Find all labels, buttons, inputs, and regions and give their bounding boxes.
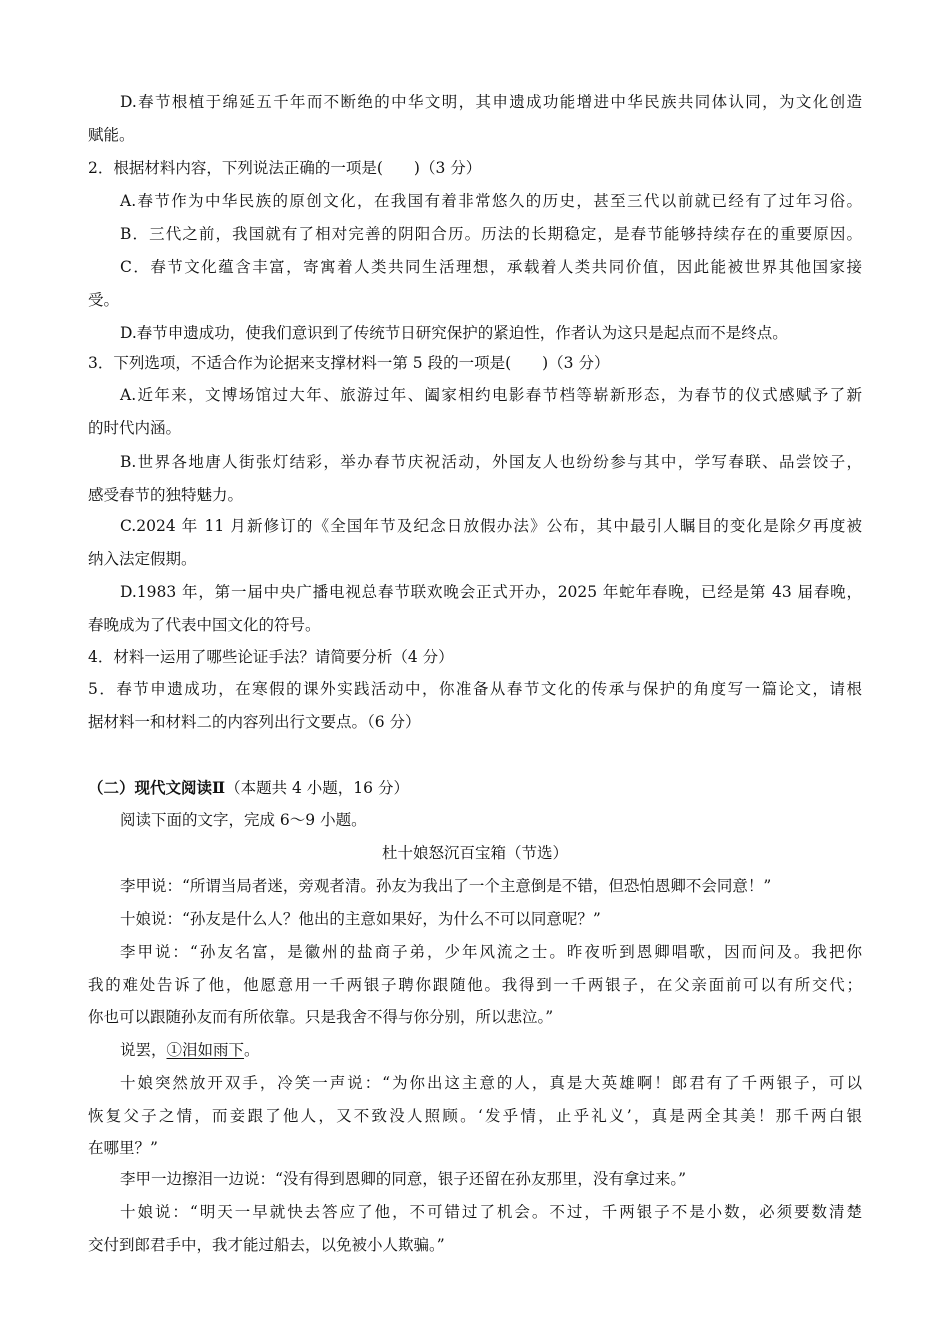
story-title: 杜十娘怒沉百宝箱（节选）: [381, 844, 568, 862]
section-heading: [88, 778, 862, 798]
option-3a-line1: A.近年来，文博场馆过大年、旅游过年、阖家相约电影春节档等崭新形态，为春节的仪式感赋予了新: [120, 386, 862, 404]
option-1d-line1: D.春节根植于绵延五千年而不断绝的中华文明，其申遗成功能增进中华民族共同体认同，为文化创造: [120, 93, 862, 111]
story-paragraph: 在哪里？”: [88, 1139, 158, 1157]
option-2a: A.春节作为中华民族的原创文化，在我国有着非常悠久的历史，甚至三代以前就已经有了过年习俗。: [120, 192, 862, 210]
story-paragraph: 十娘突然放开双手，冷笑一声说：“为你出这主意的人，真是大英雄啊！郎君有了千两银子，可以: [120, 1074, 862, 1092]
option-2c-line1: C．春节文化蕴含丰富，寄寓着人类共同生活理想，承载着人类共同价值，因此能被世界其他国家接: [120, 258, 862, 276]
reading-instruction: 阅读下面的文字，完成 6～9 小题。: [120, 811, 367, 829]
underlined-phrase-1: ①泪如雨下: [166, 1041, 245, 1059]
option-3d-line2: 春晚成为了代表中国文化的符号。: [88, 616, 321, 634]
option-1d-line2: 赋能。: [88, 126, 135, 144]
story-paragraph: 你也可以跟随孙友而有所依靠。只是我舍不得与你分别，所以悲泣。”: [88, 1008, 554, 1026]
story-paragraph: 十娘说：“孙友是什么人？他出的主意如果好，为什么不可以同意呢？”: [120, 910, 601, 928]
story-paragraph: 十娘说：“明天一早就快去答应了他，不可错过了机会。不过，千两银子不是小数，必须要数清楚: [120, 1203, 862, 1221]
story-paragraph: [120, 1040, 862, 1060]
option-2d: D.春节申遗成功，使我们意识到了传统节日研究保护的紧迫性，作者认为这只是起点而不是终点。: [120, 324, 788, 342]
option-3a-line2: 的时代内涵。: [88, 419, 182, 437]
question-3: 3．下列选项，不适合作为论据来支撑材料一第 5 段的一项是( )（3 分）: [88, 354, 610, 372]
story-paragraph: 恢复父子之情，而妾跟了他人，又不致没人照顾。‘发乎情，止乎礼义’，真是两全其美！那千两白银: [88, 1107, 862, 1125]
story-paragraph: 李甲一边擦泪一边说：“没有得到恩卿的同意，银子还留在孙友那里，没有拿过来。”: [120, 1170, 687, 1188]
section-note: （本题共 4 小题，16 分）: [225, 779, 409, 797]
option-3c-line1: C.2024 年 11 月新修订的《全国年节及纪念日放假办法》公布，其中最引人瞩目的变化是除夕再度被: [120, 517, 862, 535]
story-text: 说罢，: [120, 1041, 167, 1059]
option-3b-line2: 感受春节的独特魅力。: [88, 486, 244, 504]
option-3d-line1: D.1983 年，第一届中央广播电视总春节联欢晚会正式开办，2025 年蛇年春晚，已经是第 43 届春晚，: [120, 583, 862, 601]
question-2: 2．根据材料内容，下列说法正确的一项是( )（3 分）: [88, 159, 482, 177]
story-paragraph: 交付到郎君手中，我才能过船去，以免被小人欺骗。”: [88, 1236, 445, 1254]
story-paragraph: 我的难处告诉了他，他愿意用一千两银子聘你跟随他。我得到一千两银子，在父亲面前可以有所交代；: [88, 976, 862, 994]
story-paragraph: 李甲说：“所谓当局者迷，旁观者清。孙友为我出了一个主意倒是不错，但恐怕恩卿不会同意！”: [120, 877, 772, 895]
story-paragraph: 李甲说：“孙友名富，是徽州的盐商子弟，少年风流之士。昨夜听到恩卿唱歌，因而问及。我把你: [120, 943, 862, 961]
option-3b-line1: B.世界各地唐人街张灯结彩，举办春节庆祝活动，外国友人也纷纷参与其中，学写春联、品尝饺子，: [120, 453, 862, 471]
option-3c-line2: 纳入法定假期。: [88, 550, 197, 568]
question-4: 4．材料一运用了哪些论证手法？请简要分析（4 分）: [88, 648, 454, 666]
question-5-line1: 5．春节申遗成功，在寒假的课外实践活动中，你准备从春节文化的传承与保护的角度写一篇论文，请根: [88, 680, 862, 698]
section-title: （二）现代文阅读Ⅱ: [88, 778, 226, 797]
option-2b: B．三代之前，我国就有了相对完善的阴阳合历。历法的长期稳定，是春节能够持续存在的重要原因。: [120, 225, 862, 243]
story-text: 。: [244, 1041, 260, 1059]
question-5-line2: 据材料一和材料二的内容列出行文要点。（6 分）: [88, 713, 421, 731]
option-2c-line2: 受。: [88, 291, 120, 309]
